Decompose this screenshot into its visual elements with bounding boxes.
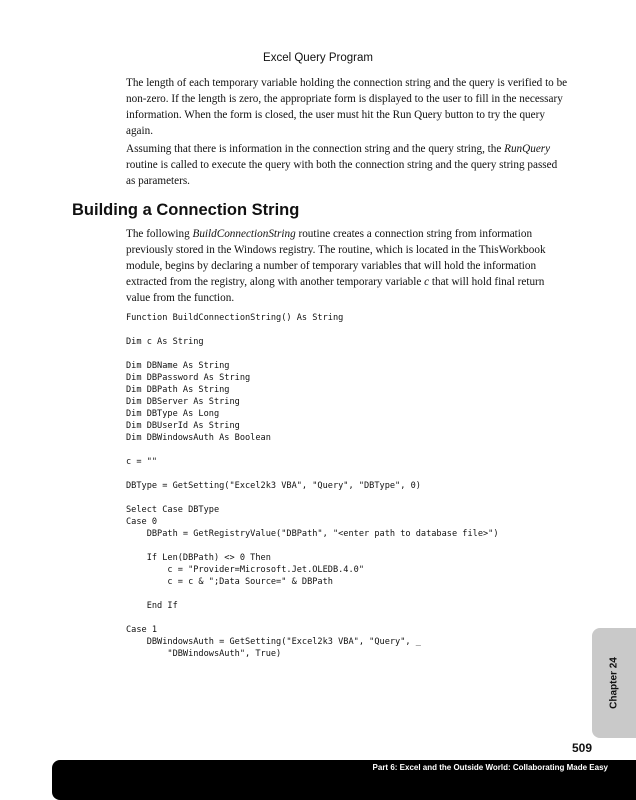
chapter-label: Chapter 24 — [608, 657, 620, 709]
body-paragraph-3 — [126, 226, 568, 306]
paragraph-text: The following — [126, 228, 193, 240]
footer-bar — [52, 760, 636, 800]
routine-name: RunQuery — [504, 143, 551, 155]
running-head: Excel Query Program — [263, 52, 373, 64]
section-heading: Building a Connection String — [72, 201, 300, 219]
chapter-tab — [592, 628, 636, 738]
page-number: 509 — [571, 741, 592, 755]
variable-name: c — [424, 276, 430, 288]
paragraph-text: Assuming that there is information in the connection string and the query string, the — [126, 143, 505, 155]
body-paragraph-1: The length of each temporary variable holding the connection string and the query is verified to be non-zero. If the length is zero, the appropriate form is displayed to the user to fill in the necessary information. When the form is closed, the user must hit the Run Query button to try the query again. — [126, 77, 568, 137]
body-paragraph-2 — [126, 141, 568, 189]
paragraph-text: routine is called to execute the query with both the connection string and the query string passed as parameters. — [126, 159, 558, 187]
paragraph-text: that will hold final return value from the function. — [126, 276, 545, 304]
routine-name: BuildConnectionString — [192, 228, 296, 240]
code-listing: Function BuildConnectionString() As String Dim c As String Dim DBName As String Dim DBPassword As String Dim DBPath As String Dim DBServer As String Dim DBType As Long Dim DBUserId As String Dim DBWindowsAuth As Boolean c = "" DBType = GetSetting("Excel2k3 VBA", "Query", "DBType", 0) Select Case DBType Case 0 DBPath = GetRegistryValue("DBPath", "<enter path to database file>") If Len(DBPath) <> 0 Then c = "Provider=Microsoft.Jet.OLEDB.4.0" c = c & ";Data Source=" & DBPath End If Case 1 DBWindowsAuth = GetSetting("Excel2k3 VBA", "Query", _ "DBWindowsAuth", True) — [126, 313, 499, 659]
paragraph-text: routine creates a connection string from information previously stored in the Windows registry. The routine, which is located in the ThisWorkbook module, begins by declaring a number of temporary variables that will hold the information extracted from the registry, along with another temporary variable — [126, 228, 546, 288]
footer-text: Part 6: Excel and the Outside World: Collaborating Made Easy — [372, 763, 608, 772]
